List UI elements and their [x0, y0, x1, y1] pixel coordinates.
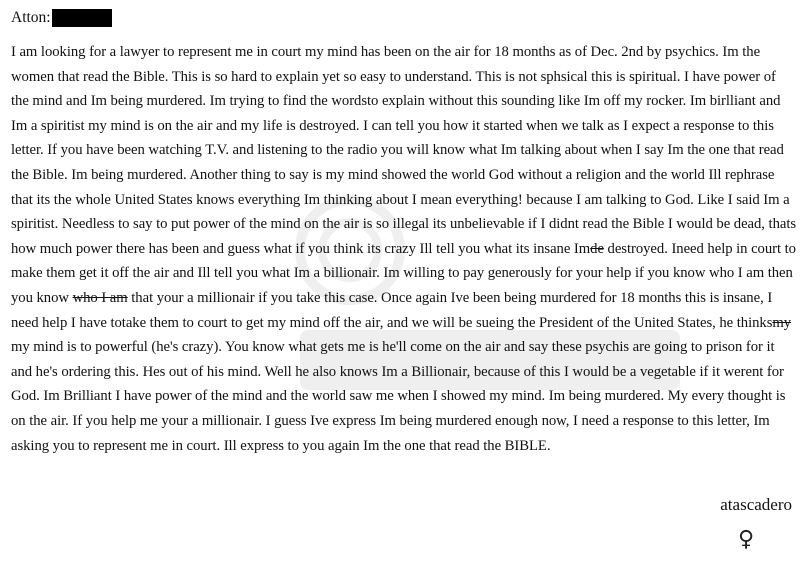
letter-text: my mind is to powerful (he's crazy). You know what gets me is he'll come on the air and say these psychis are going to prison for it and he's ordering this. Hes out of his mind. Well he also knows Im a Billionair, because of this I would be a vegetable if it werent for God. Im Brilliant I have power of the mind and the world saw me when I showed my mind. Im being murdered. My every thought is on the air. If you help me your a millionair. I guess Ive express Im being murdered enough now, I need a response to this letter, Im asking you to represent me in court. Ill express to you again Im the one that read the BIBLE. [11, 339, 786, 454]
signature: atascadero [720, 495, 792, 514]
letter-text: that your a millionair if you take this case. Once again Ive been being murdered for 18 months this is insane, I need help I have totake them to court to get my mind off the air, and we will be sueing the President of the United States, he thinks [11, 289, 773, 331]
salutation-label: Atton: [11, 9, 51, 26]
letter-body [11, 40, 797, 458]
salutation [11, 8, 112, 28]
struck-text: de [590, 240, 604, 257]
struck-text: who I am [72, 289, 128, 306]
female-symbol-icon: ♀ [738, 527, 755, 552]
letter-text: I am looking for a lawyer to represent me in court my mind has been on the air for 18 months as of Dec. 2nd by psychics. Im the women that read the Bible. This is so hard to explain yet so easy to understand. This is not sphsical this is spiritual. I have power of the mind and Im being murdered. Im trying to find the wordsto explain without this sounding like Im off my rocker. Im birlliant and Im a spiritist my mind is on the air and my life is destroyed. I can tell you how it started when we talk as I expect a response to this letter. If you have been watching T.V. and listening to the radio you will know what Im talking about when I say Im the one that read the Bible. Im being murdered. Another thing to say is my mind showed the world God without a religion and the world Ill rephrase that its the whole United States knows everything Im thinking about I mean everything! because I am talking to God. Like I said Im a spiritist. Needless to say to put power of the mind on the air is so illegal its unbelievable if I didnt read the Bible I would be dead, thats how much power there has been and guess what if you think its crazy Ill tell you what its insane Im [11, 44, 797, 257]
letter-text: destroyed. Ineed help in court to make them get it off the air and Ill tell you what Im a billionair. Im willing to pay generously for your help if you know who I am then you know [11, 240, 796, 306]
struck-text: my [772, 314, 792, 331]
redaction-bar [52, 9, 112, 27]
